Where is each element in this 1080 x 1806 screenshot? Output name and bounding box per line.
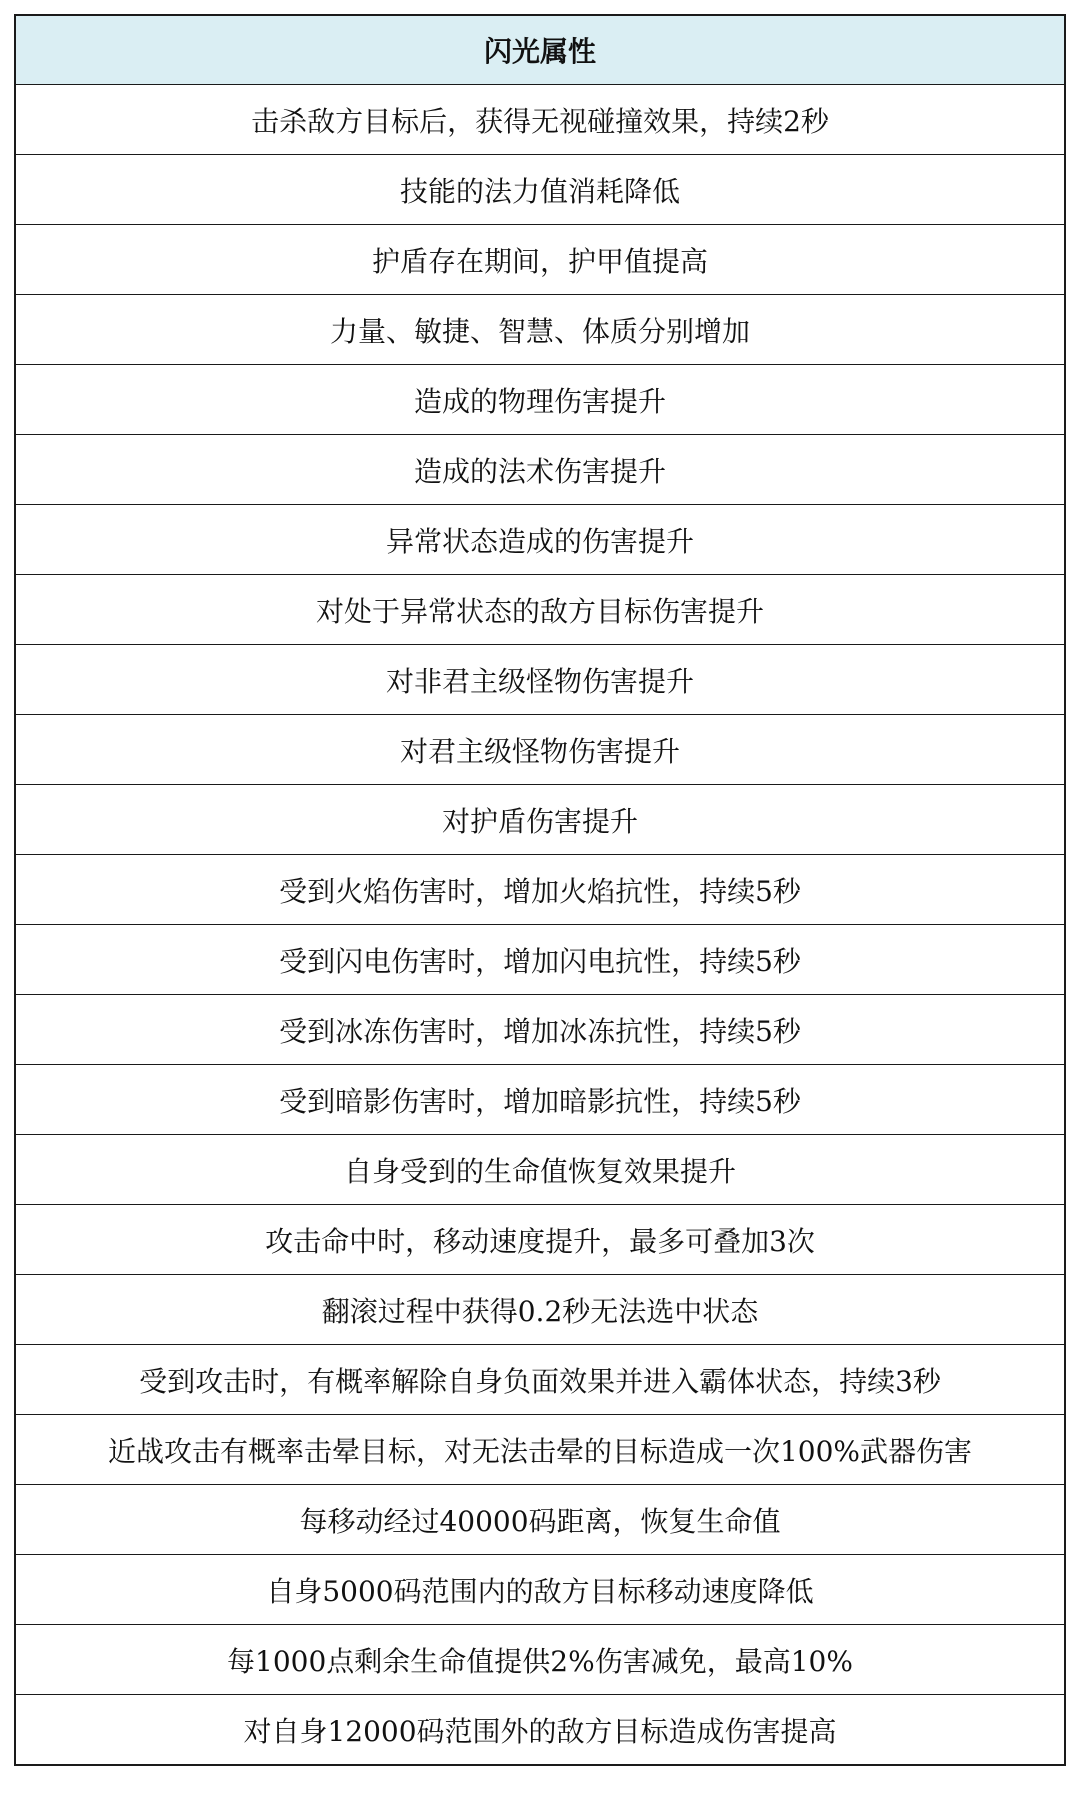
flash-attributes-table [14,14,1066,1766]
table-cell: 自身受到的生命值恢复效果提升 [16,1135,1064,1205]
table-row [16,1345,1064,1415]
table-row [16,155,1064,225]
table-row [16,1205,1064,1275]
table-cell: 技能的法力值消耗降低 [16,155,1064,225]
table-cell: 对护盾伤害提升 [16,785,1064,855]
table-cell: 击杀敌方目标后，获得无视碰撞效果，持续2秒 [16,85,1064,155]
table-header: 闪光属性 [16,16,1064,85]
table-row [16,925,1064,995]
table-row [16,855,1064,925]
table-row [16,505,1064,575]
table-cell: 护盾存在期间，护甲值提高 [16,225,1064,295]
table-row [16,1695,1064,1765]
table-row [16,1625,1064,1695]
table-cell: 受到冰冻伤害时，增加冰冻抗性，持续5秒 [16,995,1064,1065]
table-header-row [16,16,1064,85]
table-row [16,995,1064,1065]
table-row [16,715,1064,785]
table-cell: 受到暗影伤害时，增加暗影抗性，持续5秒 [16,1065,1064,1135]
table-cell: 近战攻击有概率击晕目标，对无法击晕的目标造成一次100%武器伤害 [16,1415,1064,1485]
table-cell: 造成的物理伤害提升 [16,365,1064,435]
table-cell: 对君主级怪物伤害提升 [16,715,1064,785]
table-row [16,225,1064,295]
table-cell: 每移动经过40000码距离，恢复生命值 [16,1485,1064,1555]
table-row [16,365,1064,435]
table-cell: 力量、敏捷、智慧、体质分别增加 [16,295,1064,365]
table-row [16,1065,1064,1135]
table-row [16,785,1064,855]
table-row [16,1415,1064,1485]
table-row [16,435,1064,505]
table-cell: 自身5000码范围内的敌方目标移动速度降低 [16,1555,1064,1625]
table-cell: 受到攻击时，有概率解除自身负面效果并进入霸体状态，持续3秒 [16,1345,1064,1415]
attributes-table [16,16,1064,1764]
table-cell: 攻击命中时，移动速度提升，最多可叠加3次 [16,1205,1064,1275]
table-row [16,1555,1064,1625]
table-row [16,1485,1064,1555]
table-row [16,575,1064,645]
table-cell: 对非君主级怪物伤害提升 [16,645,1064,715]
table-row [16,1275,1064,1345]
table-cell: 对处于异常状态的敌方目标伤害提升 [16,575,1064,645]
table-cell: 受到火焰伤害时，增加火焰抗性，持续5秒 [16,855,1064,925]
table-cell: 异常状态造成的伤害提升 [16,505,1064,575]
table-cell: 造成的法术伤害提升 [16,435,1064,505]
table-row [16,645,1064,715]
table-cell: 受到闪电伤害时，增加闪电抗性，持续5秒 [16,925,1064,995]
table-cell: 翻滚过程中获得0.2秒无法选中状态 [16,1275,1064,1345]
table-row [16,85,1064,155]
table-cell: 对自身12000码范围外的敌方目标造成伤害提高 [16,1695,1064,1765]
table-row [16,1135,1064,1205]
table-cell: 每1000点剩余生命值提供2%伤害减免，最高10% [16,1625,1064,1695]
table-row [16,295,1064,365]
